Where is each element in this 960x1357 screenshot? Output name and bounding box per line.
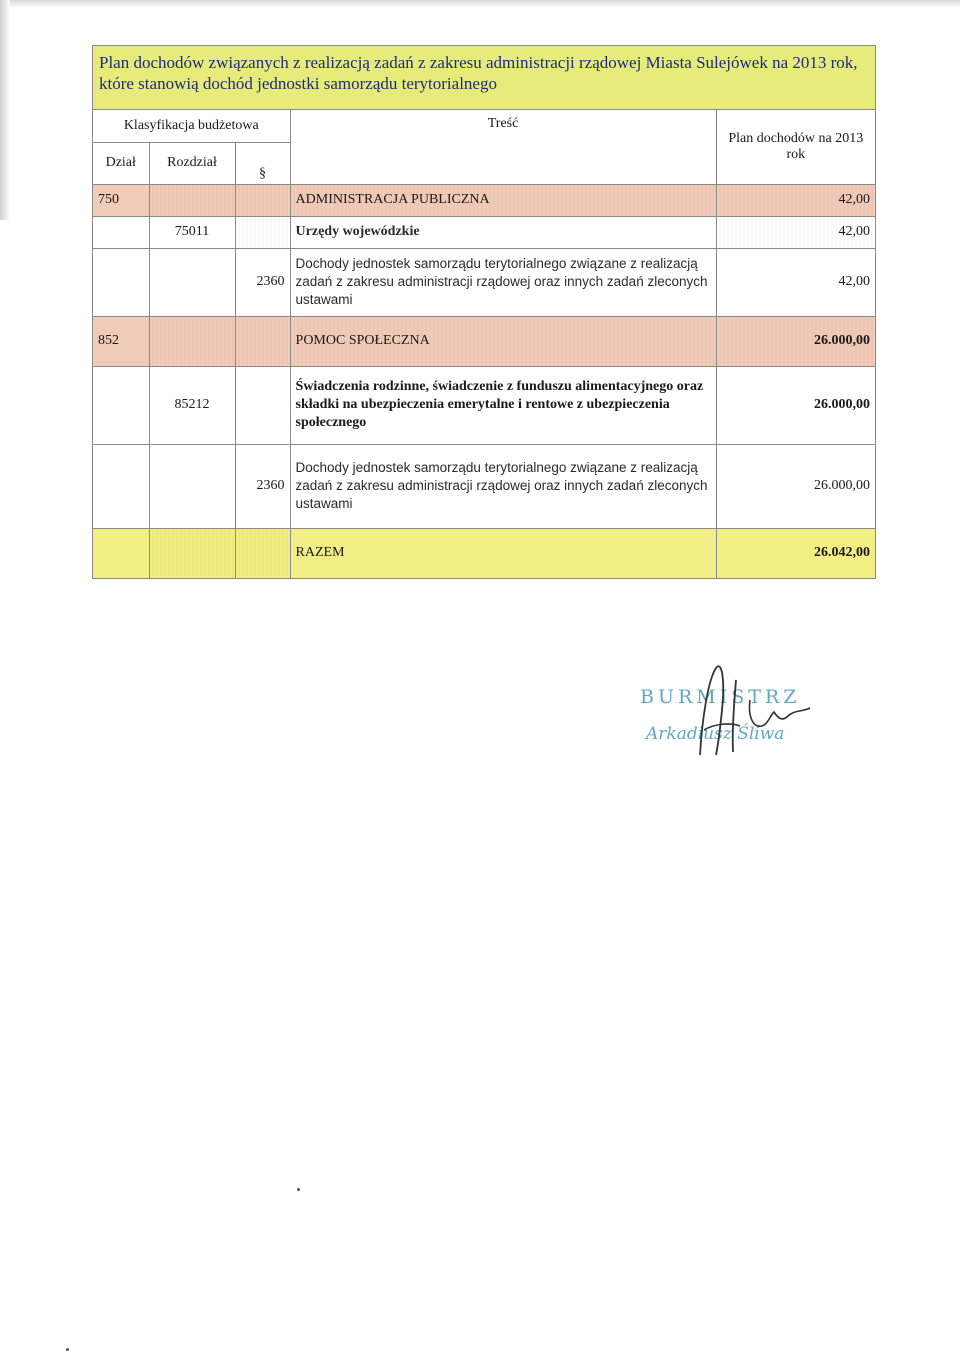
header-rozdzial: Rozdział bbox=[149, 142, 235, 184]
budget-document bbox=[92, 45, 876, 579]
cell-dzial bbox=[93, 216, 149, 248]
cell-plan: 26.000,00 bbox=[716, 444, 875, 528]
scan-speck bbox=[66, 1348, 69, 1351]
cell-paragraf: 2360 bbox=[235, 248, 290, 316]
stamp-name: Arkadiusz Śliwa bbox=[646, 724, 785, 744]
scan-edge-top bbox=[0, 0, 960, 8]
cell-tresc: Urzędy wojewódzkie bbox=[290, 216, 716, 248]
header-dzial: Dział bbox=[93, 142, 149, 184]
total-row bbox=[93, 528, 875, 578]
cell-plan: 26.000,00 bbox=[716, 316, 875, 366]
table-row bbox=[93, 366, 875, 444]
stamp-title: BURMISTRZ bbox=[640, 686, 801, 708]
header-plan: Plan dochodów na 2013 rok bbox=[716, 110, 875, 184]
cell-paragraf bbox=[235, 216, 290, 248]
scan-edge-left bbox=[0, 0, 10, 220]
cell-tresc: POMOC SPOŁECZNA bbox=[290, 316, 716, 366]
cell-tresc: ADMINISTRACJA PUBLICZNA bbox=[290, 184, 716, 216]
table-row bbox=[93, 216, 875, 248]
cell-rozdzial bbox=[149, 316, 235, 366]
scan-speck bbox=[297, 1188, 300, 1191]
header-klasyfikacja: Klasyfikacja budżetowa bbox=[93, 110, 290, 142]
cell-rozdzial bbox=[149, 248, 235, 316]
cell-dzial bbox=[93, 528, 149, 578]
cell-tresc: Dochody jednostek samorządu terytorialnego związane z realizacją zadań z zakresu administracji rządowej oraz innych zadań zleconych ustawami bbox=[290, 444, 716, 528]
cell-rozdzial bbox=[149, 528, 235, 578]
table-row bbox=[93, 444, 875, 528]
budget-table bbox=[93, 110, 875, 578]
cell-paragraf: 2360 bbox=[235, 444, 290, 528]
table-row bbox=[93, 184, 875, 216]
cell-plan: 26.000,00 bbox=[716, 366, 875, 444]
cell-rozdzial: 75011 bbox=[149, 216, 235, 248]
total-label: RAZEM bbox=[290, 528, 716, 578]
cell-dzial: 852 bbox=[93, 316, 149, 366]
cell-dzial bbox=[93, 248, 149, 316]
header-row-1 bbox=[93, 110, 875, 142]
cell-plan: 42,00 bbox=[716, 248, 875, 316]
cell-rozdzial: 85212 bbox=[149, 366, 235, 444]
cell-paragraf bbox=[235, 184, 290, 216]
header-tresc: Treść bbox=[290, 110, 716, 184]
cell-paragraf bbox=[235, 316, 290, 366]
table-row bbox=[93, 316, 875, 366]
total-value: 26.042,00 bbox=[716, 528, 875, 578]
document-title: Plan dochodów związanych z realizacją zadań z zakresu administracji rządowej Miasta Sulejówek na 2013 rok, które stanowią dochód jednostki samorządu terytorialnego bbox=[93, 46, 875, 110]
cell-tresc: Dochody jednostek samorządu terytorialnego związane z realizacją zadań z zakresu administracji rządowej oraz innych zadań zleconych ustawami bbox=[290, 248, 716, 316]
cell-tresc: Świadczenia rodzinne, świadczenie z funduszu alimentacyjnego oraz składki na ubezpieczenia emerytalne i rentowe z ubezpieczenia społecznego bbox=[290, 366, 716, 444]
cell-plan: 42,00 bbox=[716, 184, 875, 216]
cell-plan: 42,00 bbox=[716, 216, 875, 248]
table-row bbox=[93, 248, 875, 316]
handwritten-signature bbox=[670, 660, 830, 770]
cell-rozdzial bbox=[149, 444, 235, 528]
cell-dzial: 750 bbox=[93, 184, 149, 216]
cell-paragraf bbox=[235, 366, 290, 444]
cell-dzial bbox=[93, 444, 149, 528]
cell-dzial bbox=[93, 366, 149, 444]
header-paragraf: § bbox=[235, 142, 290, 184]
cell-paragraf bbox=[235, 528, 290, 578]
cell-rozdzial bbox=[149, 184, 235, 216]
